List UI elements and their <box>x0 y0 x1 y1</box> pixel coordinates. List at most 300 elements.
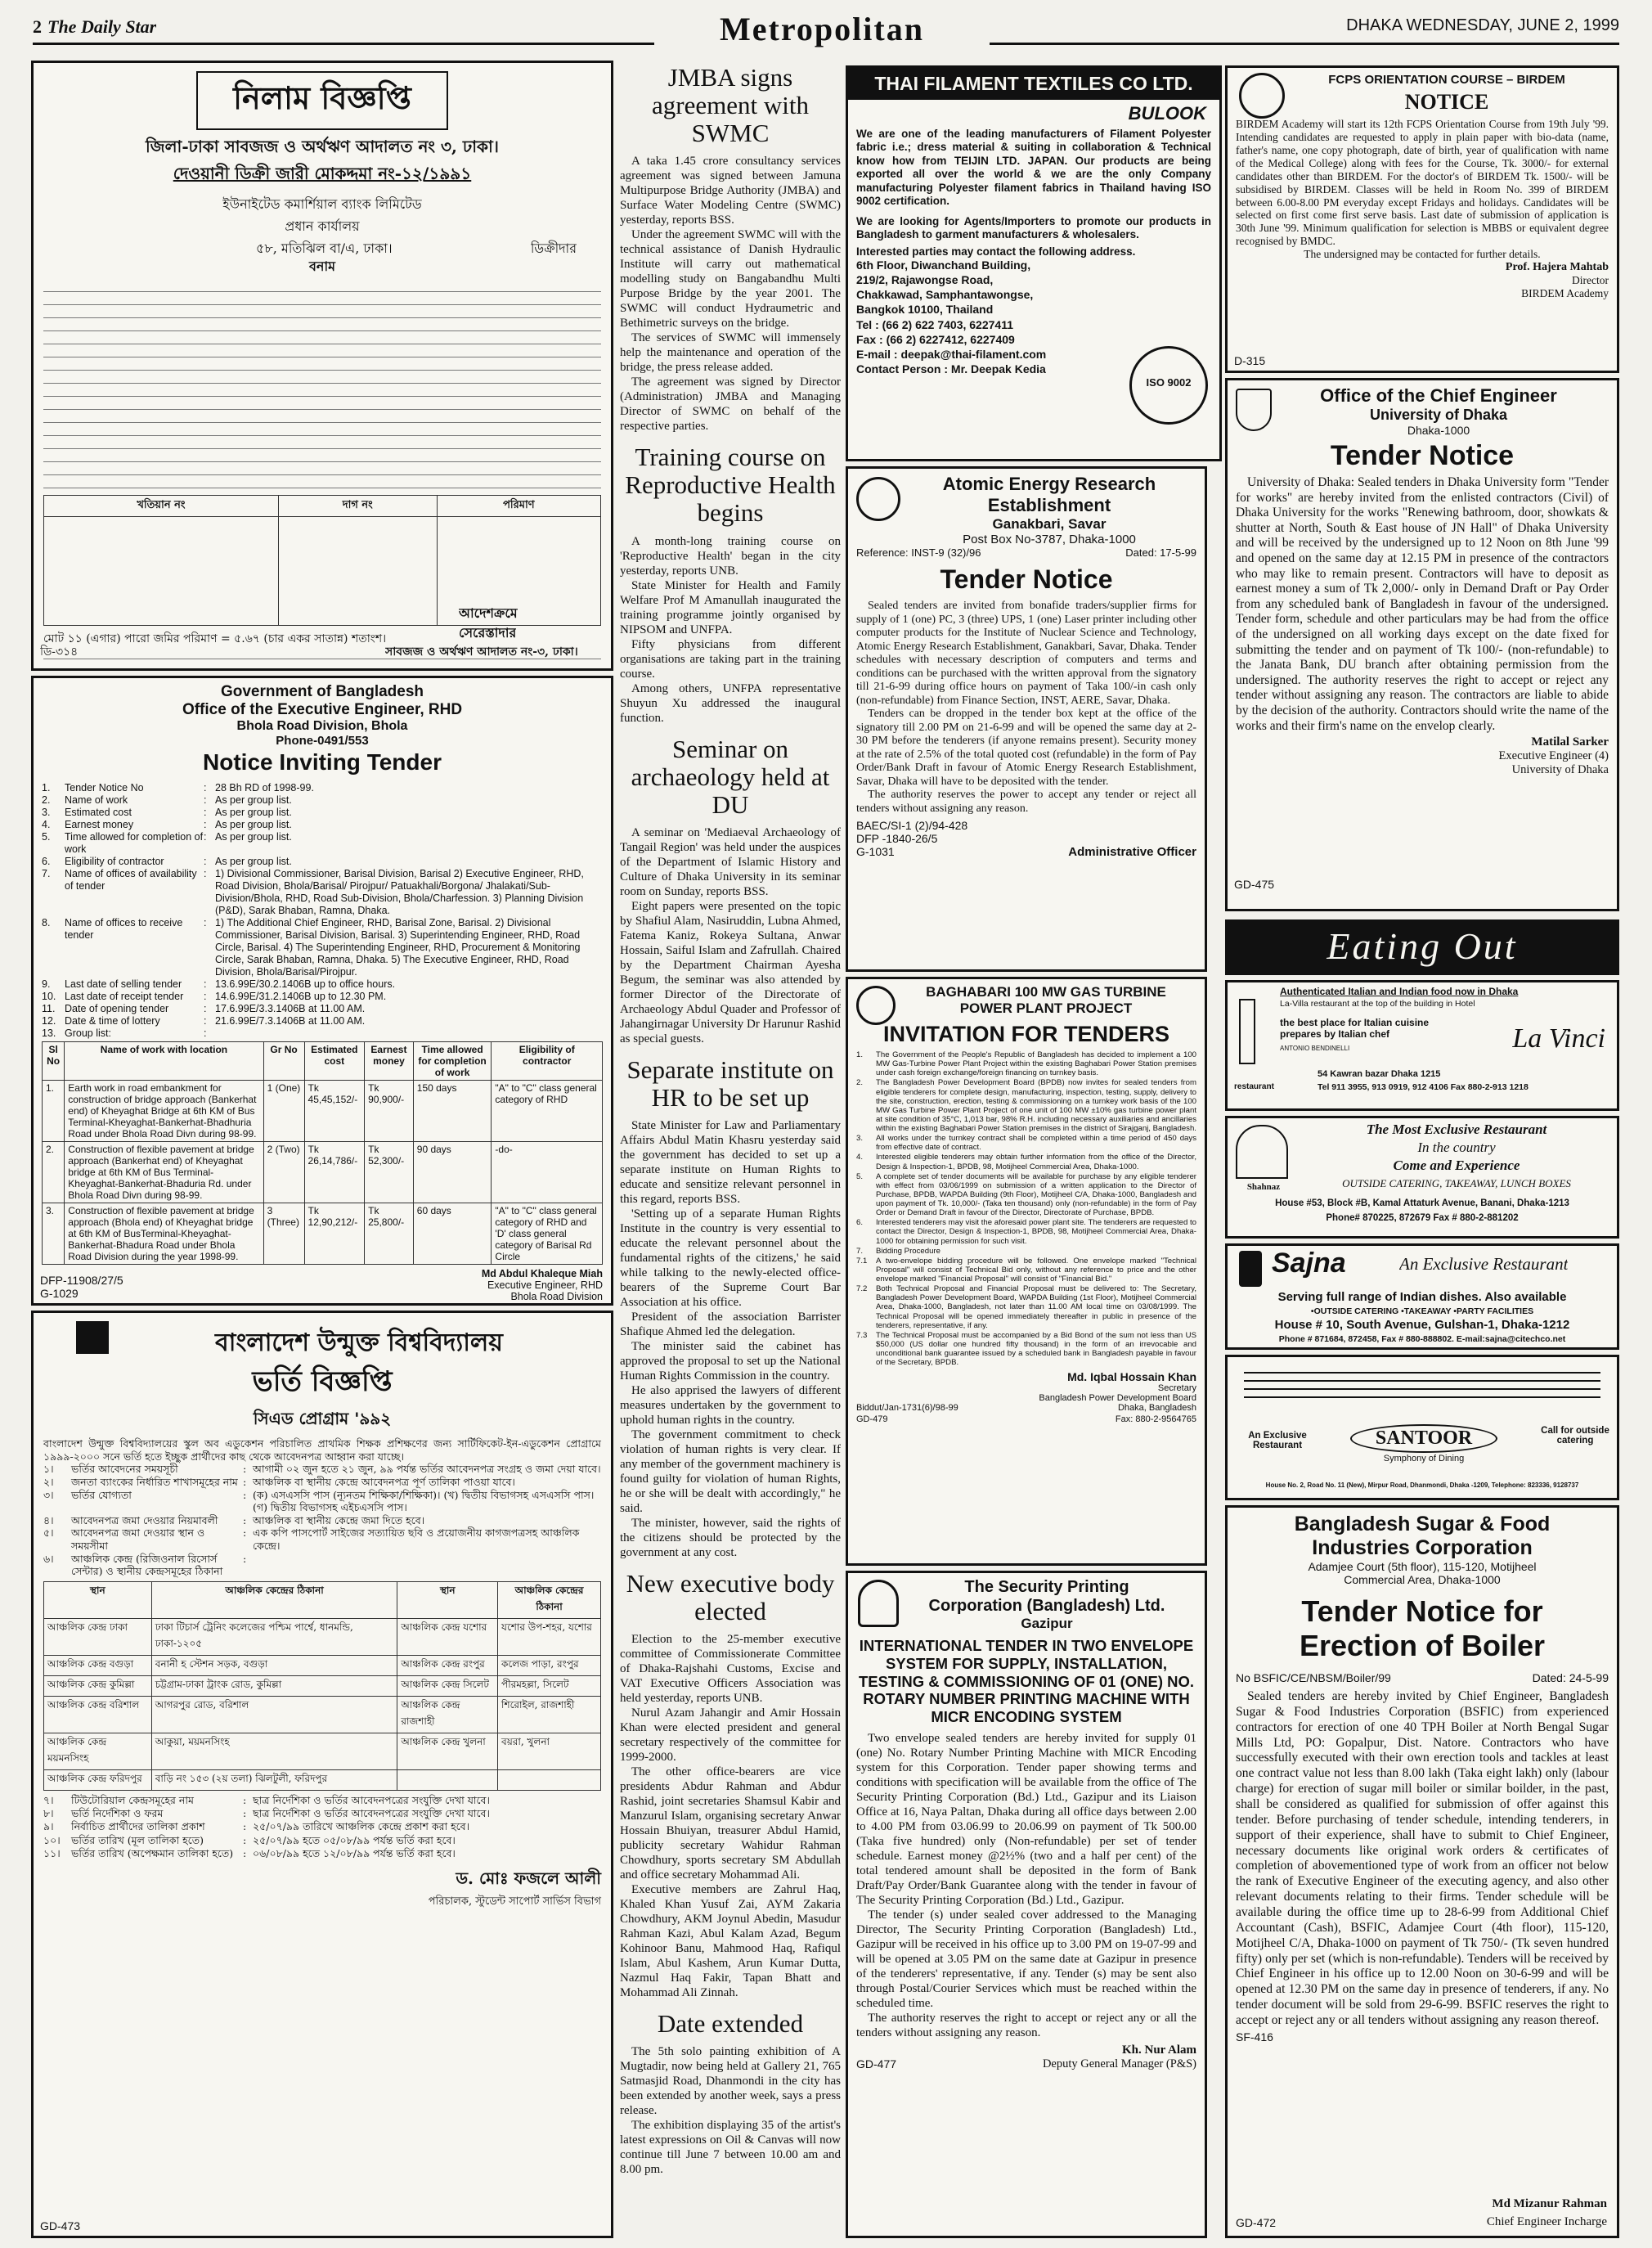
iso-badge-text: ISO 9002 <box>1146 376 1192 389</box>
bou-center-cell: আকুয়া, ময়মনসিংহ <box>151 1733 397 1769</box>
bou-center-cell: আঞ্চলিক কেন্দ্র ফরিদপুর <box>44 1769 152 1790</box>
bou-center-row <box>44 1618 601 1655</box>
rhd-group-header-cell: Estimated cost <box>304 1042 365 1081</box>
thai-address-line: 6th Floor, Diwanchand Building, <box>856 258 1031 272</box>
baghabari-header-1: BAGHABARI 100 MW GAS TURBINE <box>926 984 1166 1000</box>
bou-row-value: আগামী ০২ জুন হতে ২১ জুন, ৯৯ পর্যন্ত ভর্তির আবেদনপত্র সংগ্রহ ও জমা দেয়া যাবে। <box>253 1463 601 1476</box>
rhd-group-header-cell: Sl No <box>43 1042 65 1081</box>
story-paragraph: Under the agreement SWMC will with the technical assistance of Danish Hydraulic Institute will carry out mathematical modelling study on Bangabandhu Multi Purpose Bridge by the year 2001. The SWMC will conduct Hydraumetric and Bethimetric surveys on the bridge. <box>620 228 841 330</box>
bou-center-cell: বয়রা, খুলনা <box>498 1733 601 1769</box>
la-vinci-chef: ANTONIO BENDINELLI <box>1280 1045 1350 1052</box>
thai-body-2: We are looking for Agents/Importers to promote our products in Bangladesh to garment manufacturers & wholesalers. <box>856 214 1211 241</box>
sajna-line-2: •OUTSIDE CATERING •TAKEAWAY •PARTY FACILITIES <box>1310 1306 1534 1316</box>
bou-logo-icon <box>76 1321 109 1354</box>
auction-table <box>43 495 601 626</box>
santoor-right: Call for outside catering <box>1541 1426 1609 1445</box>
masthead-rule-left <box>33 43 654 45</box>
bou-center-cell: আঞ্চলিক কেন্দ্র যশোর <box>397 1618 498 1655</box>
la-vinci-line-3: the best place for Italian cuisine prepares by Italian chef <box>1280 1017 1430 1040</box>
bou-step-number: ১০। <box>43 1833 61 1846</box>
security-signer: Kh. Nur Alam <box>1122 2043 1196 2057</box>
rhd-group-header-cell: Time allowed for completion of work <box>413 1042 492 1081</box>
auction-signer: সেরেস্তাদার <box>459 625 517 641</box>
bou-title: ভর্তি বিজ্ঞপ্তি <box>252 1365 393 1398</box>
aere-signer: Administrative Officer <box>1068 845 1196 860</box>
aere-body-1: Sealed tenders are invited from bonafide traders/supplier firms for supply of 1 (one) PC, 3 (three) UPS, 1 (one) Laser printer including other computer products for the Institute of Nuclear Science and Technology, Atomic Energy Research Establishment, Ganakbari, Savar, Dhaka. Tender schedules with necessary description of computers and terms and conditions can be purchased with the written approval from the signatory till 21-6-99 during office hours on payment of Taka 100/-in cash only (non-refundable) from Finance Section, INST, AERE, Savar, Dhaka. <box>856 600 1196 707</box>
thai-company: THAI FILAMENT TEXTILES CO LTD. <box>848 68 1219 100</box>
aere-header-1: Atomic Energy Research <box>942 474 1156 494</box>
rhd-header-2: Office of the Executive Engineer, RHD <box>182 701 463 718</box>
rhd-item-label: Last date of receipt tender <box>65 991 184 1002</box>
bsfic-ref: No BSFIC/CE/NBSM/Boiler/99 <box>1236 1671 1391 1684</box>
bou-name-row <box>43 1320 601 1357</box>
baghabari-item-number: 7.2 <box>856 1284 868 1294</box>
rhd-item-value: As per group list. <box>215 831 292 843</box>
story-jmba-body <box>620 154 841 434</box>
aere-dated: Dated: 17-5-99 <box>1125 546 1196 559</box>
baghabari-item <box>856 1172 1196 1218</box>
auction-address-row <box>43 238 601 256</box>
rhd-signer: Md Abdul Khaleque Miah <box>481 1268 603 1279</box>
story-paragraph: Nurul Azam Jahangir and Amir Hossain Khan were elected president and general secretary respectively of the committee for 1999-2000. <box>620 1706 841 1765</box>
aere-footer-row <box>856 845 1196 860</box>
bou-center-cell: আঞ্চলিক কেন্দ্র রাজশাহী <box>397 1696 498 1733</box>
story-paragraph: The agreement was signed by Director (Administration) JMBA and Managing Director of SWMC on behalf of the respective parties. <box>620 375 841 434</box>
shahi-phone: Phone# 870225, 872679 Fax # 880-2-881202 <box>1326 1213 1519 1223</box>
baghabari-code-2: GD-479 <box>856 1414 888 1425</box>
bou-center-cell: আঞ্চলিক কেন্দ্র রংপুর <box>397 1655 498 1675</box>
eating-out-banner <box>1225 919 1619 975</box>
thai-filament-ad <box>846 65 1222 461</box>
rhd-group-header-cell: Earnest money <box>365 1042 414 1081</box>
bou-row-label: আবেদনপত্র জমা দেওয়ার নিয়মাবলী <box>71 1513 218 1526</box>
bsfic-header-2: Industries Corporation <box>1312 1536 1533 1559</box>
story-paragraph: The government commitment to check violation of human rights is very clear. If any member of the government machinery is found guilty for violation of human Rights, he or she will be dealt with accordingly," he said. <box>620 1428 841 1516</box>
baghabari-code-1: Biddut/Jan-1731(6)/98-99 <box>856 1403 958 1414</box>
auction-title: নিলাম বিজ্ঞপ্তি <box>233 79 411 116</box>
security-signer-title: Deputy General Manager (P&S) <box>1042 2057 1196 2071</box>
bou-step-number: ৮। <box>43 1807 54 1820</box>
story-paragraph: The services of SWMC will immensely help the maintenance and operation of the bridge, the press release added. <box>620 331 841 375</box>
bou-step <box>43 1834 601 1847</box>
birdem-code: D-315 <box>1234 354 1266 367</box>
bou-center-row <box>44 1655 601 1675</box>
sajna-address: House # 10, South Avenue, Gulshan-1, Dhaka-1212 <box>1274 1318 1570 1332</box>
bou-row <box>43 1514 601 1527</box>
thai-contact-person: Contact Person : Mr. Deepak Kedia <box>856 362 1046 376</box>
story-paragraph: A taka 1.45 crore consultancy services agreement was signed between Jamuna Multipurpose Bridge Authority (JMBA) and Surface Water Modeling Centre (SWMC) yesterday, reports BSS. <box>620 155 841 227</box>
du-tender-ad <box>1225 378 1619 911</box>
rhd-tender-ad <box>31 676 613 1306</box>
rhd-group-cell-time: 90 days <box>413 1142 492 1203</box>
santoor-music-staff-icon <box>1244 1365 1600 1413</box>
baghabari-item-text: A complete set of tender documents will be available for purchase by any eligible tenderer with effect from 03/06/1999 on submission of a written application to the Director of Purchase, BPDB, WAPDA Building (9th Floor), Motijheel C/A, Dhaka-1000, Bangladesh and upon payment of Tk. 10,000/- (Taka ten thousand) only (non-refundable) in the form of Pay Order or Demand Draft in favour of the Director, Directorate of Purchase, BPDB. <box>876 1171 1196 1218</box>
bou-step-value: ২৫/০৭/৯৯ হতে ০৫/০৮/৯৯ পর্যন্ত ভর্তি করা হবে। <box>253 1833 456 1846</box>
du-signer-org: University of Dhaka <box>1511 763 1609 777</box>
rhd-item-value: 28 Bh RD of 1998-99. <box>215 782 314 794</box>
baghabari-item-text: The Bangladesh Power Development Board (BPDB) now invites for sealed tenders from eligible tenderers for complete design, manufacturing, inspection, testing, supply, delivery to the site, construction, erection, testing & commissioning on a turnkey work basis of the 100 MW Gas Turbine Power Plant Project of one unit of 100 MW ±10% gas turbine power plant at site condition of 35°C, 1,013 bar, 98% R.H. including necessary auxiliaries and ancillaries within the existing Baghabari Power Station premises in the district of Sirajganj, Bangladesh. <box>876 1078 1196 1133</box>
bsfic-header-1: Bangladesh Sugar & Food <box>1294 1513 1551 1535</box>
bou-row-colon: : <box>243 1526 247 1540</box>
auction-signature: আদেশক্রমে <box>459 605 518 621</box>
baghabari-item-text: The Technical Proposal must be accompanied by a Bid Bond of the sum not less than US $50,000 (US dollar one hundred fifty thousand) in the form of an irrevocable and unconditional bank guarantee issued by a scheduled bank in Bangladesh payable in favour of the Secretary, BPDB. <box>876 1330 1196 1368</box>
baghabari-item-text: All works under the turnkey contract shall be completed within a time period of 450 days from effective date of contract. <box>876 1134 1196 1153</box>
bou-center-cell: কলেজ পাড়া, রংপুর <box>498 1655 601 1675</box>
bsfic-code-2: GD-472 <box>1236 2216 1277 2229</box>
sajna-restaurant-ad <box>1225 1243 1619 1350</box>
bou-center-cell: আগরপুর রোড, বরিশাল <box>151 1696 397 1733</box>
story-paragraph: He also apprised the lawyers of different measures undertaken by the government to uphold human rights in the country. <box>620 1384 841 1427</box>
bou-step-number: ৯। <box>43 1820 54 1833</box>
rhd-item-colon: : <box>204 1003 207 1014</box>
rhd-group-cell-time: 150 days <box>413 1081 492 1142</box>
baghabari-item <box>856 1247 1196 1256</box>
story-executive-body <box>620 1632 841 2000</box>
baghabari-signer-title: Secretary <box>1157 1383 1196 1394</box>
baghabari-signer: Md. Iqbal Hossain Khan <box>1067 1370 1196 1384</box>
rhd-item-colon: : <box>204 991 207 1002</box>
baghabari-item <box>856 1078 1196 1133</box>
baghabari-item-number: 2. <box>856 1078 864 1088</box>
bou-center-row <box>44 1769 601 1790</box>
shahi-line-3: Come and Experience <box>1393 1158 1520 1173</box>
shahi-line-2: In the country <box>1417 1140 1496 1155</box>
bou-centers-header-cell: আঞ্চলিক কেন্দ্রের ঠিকানা <box>151 1581 397 1618</box>
auction-total: মোট ১১ (এগার) পারো জমির পরিমাণ = ৫.৬৭ (চার একর সাতান্ন) শতাংশ। <box>43 632 387 645</box>
aere-body-2: Tenders can be dropped in the tender box kept at the office of the signatory till 2.00 PM on 21-6-99 and will be opened the same day at 2-30 PM before the tenderers (if anyone remains present). Security money at the rate of 2.5% of the total quoted cost (refundable) in the form of Pay Order/Bank Draft in favour of Atomic Energy Research Establishment, Savar, Dhaka will have to be deposited with the tender. <box>856 708 1196 788</box>
story-date-body <box>620 2044 841 2177</box>
bsfic-title-1: Tender Notice for <box>1301 1594 1543 1628</box>
auction-title-frame <box>196 71 448 130</box>
bou-step-value: ২৫/০৭/৯৯ তারিখে আঞ্চলিক কেন্দ্রে প্রকাশ করা হবে। <box>253 1820 470 1833</box>
bou-admission-ad <box>31 1311 613 2238</box>
security-title: INTERNATIONAL TENDER IN TWO ENVELOPE SYSTEM FOR SUPPLY, INSTALLATION, TESTING & COMMISSIONING OF 01 (ONE) NO. ROTARY NUMBER PRINTING MACHINE WITH MICR ENCODING SYSTEM <box>858 1637 1195 1726</box>
du-title: Tender Notice <box>1330 440 1515 471</box>
baghabari-footer-1 <box>856 1403 1196 1414</box>
rhd-signer-title: Executive Engineer, RHD <box>487 1279 603 1291</box>
baghabari-item-text: Interested tenderers may visit the aforesaid power plant site. The tenderers are requested to contact the Director, Design & Inspection-1, BPDB, 98, Motijheel Commercial Area, Dhaka-1000 for obtaining permission for such visit. <box>876 1218 1196 1246</box>
story-jmba-headline: JMBA signs agreement with SWMC <box>652 63 809 148</box>
baghabari-header-2: POWER PLANT PROJECT <box>959 1000 1133 1016</box>
bou-row-label: আঞ্চলিক কেন্দ্র (রিজিওনাল রিসোর্স সেন্টার) ও স্থানীয় কেন্দ্রসমূহের ঠিকানা <box>71 1552 223 1578</box>
birdem-signer-org: BIRDEM Academy <box>1521 287 1609 300</box>
baghabari-item-number: 7.1 <box>856 1256 868 1266</box>
baghabari-item-number: 5. <box>856 1171 864 1181</box>
story-paragraph: The minister said the cabinet has approved the proposal to set up the National Human Rights Commission in the country. <box>620 1340 841 1383</box>
rhd-group-row <box>43 1203 603 1265</box>
bou-row-colon: : <box>243 1475 247 1488</box>
baghabari-item-text: Bidding Procedure <box>876 1246 940 1256</box>
bou-code: GD-473 <box>40 2219 81 2232</box>
masthead <box>33 10 1619 57</box>
bou-row-number: ২। <box>43 1475 54 1488</box>
baghabari-title: INVITATION FOR TENDERS <box>883 1022 1169 1046</box>
shahi-logo-icon <box>1236 1125 1288 1179</box>
aere-tender-ad <box>846 466 1207 972</box>
bsfic-title-2: Erection of Boiler <box>1299 1629 1546 1662</box>
bou-step-colon: : <box>243 1793 247 1806</box>
rhd-item-row <box>42 1015 603 1027</box>
rhd-group-header-cell: Name of work with location <box>65 1042 263 1081</box>
birdem-header: FCPS ORIENTATION COURSE – BIRDEM <box>1328 73 1565 87</box>
rhd-item-label: Name of work <box>65 794 128 806</box>
rhd-item-row <box>42 868 603 917</box>
bou-step-number: ১১। <box>43 1846 61 1859</box>
thai-tel: Tel : (66 2) 622 7403, 6227411 <box>856 317 1013 331</box>
rhd-item-colon: : <box>204 782 207 794</box>
bsfic-header-4: Commercial Area, Dhaka-1000 <box>1344 1573 1501 1586</box>
bou-step-label: ভর্তির তারিখ (অপেক্ষমান তালিকা হতে) <box>71 1846 234 1859</box>
baghabari-item <box>856 1218 1196 1245</box>
bou-center-cell <box>397 1769 498 1790</box>
du-header-1: Office of the Chief Engineer <box>1320 385 1557 406</box>
rhd-group-row <box>43 1081 603 1142</box>
story-executive <box>620 1570 841 2000</box>
du-header-3: Dhaka-1000 <box>1407 424 1470 437</box>
rhd-phone: Phone-0491/553 <box>276 734 369 748</box>
bou-row <box>43 1489 601 1514</box>
thai-brand: BULOOK <box>1128 103 1206 124</box>
thai-fax: Fax : (66 2) 6227412, 6227409 <box>856 332 1015 346</box>
bou-center-cell: বাড়ি নং ১৫৩ (২য় তলা) ঝিলটুলী, ফরিদপুর <box>151 1769 397 1790</box>
rhd-item-number: 3. <box>42 807 51 818</box>
rhd-item-number: 5. <box>42 831 51 843</box>
rhd-group-cell-work: Construction of flexible pavement at bridge approach (Bankerhat end) of Kheyaghat bridge at 6th KM of Bus Terminal-Kheyaghat-Bankerhat-Bhaduria Rd. under Bhola Road Divn during 98-99. <box>65 1142 263 1203</box>
bou-row-number: ১। <box>43 1463 54 1476</box>
bsfic-code-1: SF-416 <box>1236 2030 1273 2043</box>
bou-row-colon: : <box>243 1513 247 1526</box>
rhd-item-row <box>42 819 603 831</box>
la-vinci-ad <box>1225 980 1619 1111</box>
birdem-title: NOTICE <box>1404 90 1489 114</box>
bou-centers-header-cell: স্থান <box>44 1581 152 1618</box>
birdem-signer: Prof. Hajera Mahtab <box>1505 261 1609 274</box>
story-date-headline: Date extended <box>657 2009 804 2039</box>
du-code: GD-475 <box>1234 878 1275 891</box>
story-seminar-body <box>620 825 841 1046</box>
rhd-group-header-row <box>43 1042 603 1081</box>
bpdb-logo-icon <box>856 986 896 1025</box>
aere-header-4: Post Box No-3787, Dhaka-1000 <box>963 533 1136 546</box>
bou-step-label: টিউটোরিয়াল কেন্দ্রসমূহের নাম <box>71 1793 194 1806</box>
rhd-item-label: Eligibility of contractor <box>65 856 164 867</box>
rhd-item-number: 7. <box>42 868 51 879</box>
aere-ref-row <box>856 546 1196 563</box>
thai-contact-intro: Interested parties may contact the following address. <box>856 245 1136 258</box>
baghabari-fax: Fax: 880-2-9564765 <box>1115 1414 1196 1425</box>
rhd-code-2: G-1029 <box>40 1287 79 1300</box>
bsfic-body: Sealed tenders are hereby invited by Chief Engineer, Bangladesh Sugar & Food Industries Corporation (BSFIC) from experienced contractors for erection of one 40 TPH Boiler at North Bengal Sugar Mills Ltd, PO: Gopalpur, Dist. Natore. Contractors who have successfully executed with their own erection tools and tackles at least one contract value not less than 8.00 lakh (Taka eight lakh) only (labour charge) for erection of sugar mill boiler or similar boilder, in the past, shall be considered as qualified for submission of offer against this tender. Before purchasing of tender schedule, intending tenderers, in support of their experience, shall have to submit to Chief Engineer, necessary documents like original work orders & certificates of completion of abovementioned type of work from an officer not below the rank of Executive Engineer of the executing agency, and also other relevant documents relating to their firms. Tender schedule will be available during the office time up to 28-6-99 from Additional Chief Accountant (Cash), BSFIC, Adamjee Court (4th floor), 115-120, Motijheel C/A, Dhaka-1000 on payment of Tk 750/- (Tk seven hundred fifty) only per set (which is non-refundable). Tenders will be received by Chief Engineer in his office up to 12.00 Noon on 30-6-99 and will be opened at 12.30 PM on the same day in presence of tenderers, if any. No tender document will be sold from 29-6-99. BSFIC reserves the right to accept or reject any or all tenders without assigning any reason thereof. <box>1236 1689 1609 2028</box>
la-vinci-tag: restaurant <box>1234 1082 1274 1091</box>
baghabari-signer-org: Bangladesh Power Development Board <box>1039 1393 1196 1404</box>
bsfic-dated: Dated: 24-5-99 <box>1532 1671 1609 1684</box>
bou-center-cell: আঞ্চলিক কেন্দ্র বরিশাল <box>44 1696 152 1733</box>
rhd-item-colon: : <box>204 794 207 806</box>
rhd-item-row <box>42 794 603 807</box>
bou-step-colon: : <box>243 1846 247 1859</box>
bou-center-cell: আঞ্চলিক কেন্দ্র খুলনা <box>397 1733 498 1769</box>
du-logo-icon <box>1236 389 1272 431</box>
rhd-item-row <box>42 1003 603 1015</box>
rhd-item-value: 21.6.99E/7.3.1406B at 11.00 AM. <box>215 1015 366 1027</box>
rhd-item-colon: : <box>204 819 207 830</box>
rhd-item-colon: : <box>204 807 207 818</box>
rhd-signer-dept: Bhola Road Division <box>510 1291 603 1302</box>
aere-header-3: Ganakbari, Savar <box>992 516 1107 532</box>
rhd-group-header-cell: Gr No <box>263 1042 304 1081</box>
bou-center-cell: আঞ্চলিক কেন্দ্র ময়মনসিংহ <box>44 1733 152 1769</box>
rhd-group-cell-sl: 2. <box>43 1142 65 1203</box>
bou-center-row <box>44 1696 601 1733</box>
rhd-item-label: Tender Notice No <box>65 782 144 794</box>
baghabari-item-number: 1. <box>856 1050 864 1059</box>
rhd-group-cell-cost: Tk 26,14,786/- <box>304 1142 365 1203</box>
bou-step-label: ভর্তির তারিখ (মূল তালিকা হতে) <box>71 1833 204 1846</box>
la-vinci-line-1: Authenticated Italian and Indian food now in Dhaka <box>1280 986 1519 997</box>
bou-center-cell: যশোর উপ-শহর, যশোর <box>498 1618 601 1655</box>
rhd-item-value: 1) Divisional Commissioner, Barisal Division, Barisal 2) Executive Engineer, RHD, Road Division, Bhola/Barisal/ Pirojpur/ Patuakhali/Borgona/ Jhalakati/Sub-Division/Bhola, RHD, Road Sub-Division, Bhola/Charfession. 3) Planning Division (P&D), Sarak Bhaban, Ramna, Dhaka. <box>215 868 584 916</box>
aere-header-2: Establishment <box>987 495 1111 515</box>
baghabari-item <box>856 1331 1196 1368</box>
rhd-group-cell-work: Earth work in road embankment for construction of bridge approach (Bankerhat end) of Kheyaghat Bridge at 6th KM of Bus Terminal-Kheyaghat-Bankerhat-Bhadhuria Road under Bhola Road Divn during 98-99. <box>65 1081 263 1142</box>
rhd-group-cell-gr: 1 (One) <box>263 1081 304 1142</box>
rhd-item-label: Last date of selling tender <box>65 978 182 990</box>
rhd-item-label: Name of offices of availability of tender <box>65 868 197 892</box>
bou-step-number: ৭। <box>43 1793 54 1806</box>
auction-plaintiff: ইউনাইটেড কমার্শিয়াল ব্যাংক লিমিটেড <box>222 196 422 212</box>
rhd-item-label: Group list: <box>65 1027 111 1039</box>
thai-address-line: Bangkok 10100, Thailand <box>856 303 994 317</box>
rhd-item-number: 8. <box>42 917 51 928</box>
bou-row <box>43 1463 601 1476</box>
bou-row-colon: : <box>243 1463 247 1476</box>
bou-centers-table <box>43 1581 601 1791</box>
rhd-items <box>42 782 603 1040</box>
auction-code: ডি-৩১৪ <box>40 645 79 658</box>
rhd-item-row <box>42 831 603 856</box>
story-paragraph: State Minister for Law and Parliamentary Affairs Abdul Matin Khasru yesterday said the government has decided to set up a separate institute on Human Rights to educate and sensitize relevant personnel in this regard, reports BSS. <box>620 1119 841 1207</box>
baghabari-item-number: 6. <box>856 1218 864 1228</box>
bou-step-colon: : <box>243 1807 247 1820</box>
bou-step-value: ০৬/০৮/৯৯ হতে ১২/০৮/৯৯ পর্যন্ত ভর্তি করা হবে। <box>253 1846 456 1859</box>
bou-row-value: আঞ্চলিক বা স্থানীয় কেন্দ্রে আবেদনপত্র পূর্ণ তালিকা পাওয়া যাবে। <box>253 1475 515 1488</box>
baghabari-item-text: The Government of the People's Republic of Bangladesh has decided to implement a 100 MW Gas-Turbine Power Plant Project within the existing Baghabari Power Station premises under cash foreign exchange/foreign financing on turnkey basis. <box>876 1050 1196 1078</box>
story-hr-headline: Separate institute on HR to be set up <box>626 1054 834 1112</box>
rhd-item-label: Date of opening tender <box>65 1003 169 1014</box>
du-header-2: University of Dhaka <box>1369 407 1508 423</box>
bsfic-signer: Md Mizanur Rahman <box>1492 2197 1607 2210</box>
shahi-line-4: OUTSIDE CATERING, TAKEAWAY, LUNCH BOXES <box>1342 1177 1571 1189</box>
rhd-item-number: 2. <box>42 794 51 806</box>
bou-center-cell: আঞ্চলিক কেন্দ্র সিলেট <box>397 1675 498 1696</box>
baghabari-city: Dhaka, Bangladesh <box>1117 1403 1196 1414</box>
story-training <box>620 443 841 725</box>
rhd-group-cell-elig: "A" to "C" class general category of RHD <box>492 1081 603 1142</box>
bou-center-cell: চট্টগ্রাম-ঢাকা ট্রাংক রোড, কুমিল্লা <box>151 1675 397 1696</box>
rhd-group-cell-sl: 3. <box>43 1203 65 1265</box>
rhd-item-row <box>42 1027 603 1040</box>
baghabari-item-text: Both Technical Proposal and Financial Proposal must be delivered to: The Secretary, Bangladesh Power Development Board, WAPDA Building (1st Floor), Motijheel Commercial Area, Dhaka-1000, Bangladesh, not later than 11.00 AM local time on 03/08/1999. The Technical Proposal will be opened immediately thereafter in public in presence of the tenderers, representative, if any. <box>876 1284 1196 1330</box>
stories-column <box>620 59 841 2238</box>
bou-center-cell: বনানী হ স্টেশন সড়ক, বগুড়া <box>151 1655 397 1675</box>
story-paragraph: The minister, however, said the rights of the citizens should be protected by the government at any cost. <box>620 1517 841 1560</box>
baghabari-items <box>856 1050 1196 1367</box>
rhd-item-row <box>42 856 603 868</box>
story-training-headline: Training course on Reproductive Health begins <box>625 443 836 528</box>
rhd-group-cell-cost: Tk 12,90,212/- <box>304 1203 365 1265</box>
birdem-undersigned: The undersigned may be contacted for further details. <box>1304 248 1541 261</box>
shahi-logo-text: Shahnaz <box>1246 1182 1281 1192</box>
shahi-line-1: The Most Exclusive Restaurant <box>1366 1122 1547 1137</box>
la-vinci-address: 54 Kawran bazar Dhaka 1215 <box>1318 1069 1441 1079</box>
auction-th-khatian: খতিয়ান নং <box>44 496 279 517</box>
story-executive-headline: New executive body elected <box>626 1569 835 1626</box>
aere-code-1: BAEC/SI-1 (2)/94-428 <box>856 819 968 833</box>
rhd-group-cell-sl: 1. <box>43 1081 65 1142</box>
du-signer: Matilal Sarker <box>1531 735 1609 749</box>
du-signer-title: Executive Engineer (4) <box>1498 749 1609 763</box>
bou-rows <box>43 1463 601 1578</box>
sajna-line-1: Serving full range of Indian dishes. Also available <box>1277 1290 1567 1304</box>
rhd-item-colon: : <box>204 831 207 843</box>
section-title: Metropolitan <box>720 11 924 47</box>
rhd-title: Notice Inviting Tender <box>203 749 442 775</box>
bou-row-label: আবেদনপত্র জমা দেওয়ার স্থান ও সময়সীমা <box>71 1526 205 1552</box>
sajna-name: Sajna <box>1272 1248 1346 1279</box>
bou-step-value: ছাত্র নির্দেশিকা ও ভর্তির আবেদনপত্রের সংযুক্তি দেখা যাবে। <box>253 1807 490 1820</box>
story-paragraph: A month-long training course on 'Reproductive Health' began in the city yesterday, reports UNB. <box>620 534 841 578</box>
security-printing-ad <box>846 1571 1207 2238</box>
baghabari-item-number: 3. <box>856 1134 864 1144</box>
birdem-logo-icon <box>1239 73 1285 119</box>
shahi-restaurant-ad <box>1225 1116 1619 1239</box>
santoor-left: An Exclusive Restaurant <box>1248 1431 1307 1450</box>
thai-email: E-mail : deepak@thai-filament.com <box>856 347 1047 361</box>
bou-step <box>43 1794 601 1807</box>
aere-body-3: The authority reserves the power to accept any tender or reject all tenders without assigning any reason. <box>856 789 1196 815</box>
baghabari-item <box>856 1134 1196 1152</box>
la-vinci-tower-icon <box>1239 999 1255 1064</box>
baghabari-item-text: A two-envelope bidding procedure will be followed. One envelope marked "Technical Proposal" will consist of Technical Bid only, without any reference to price and the other envelope marked "Financial Proposal" will consist of "Financial Bid." <box>876 1256 1196 1284</box>
dateline: DHAKA WEDNESDAY, JUNE 2, 1999 <box>1346 16 1619 34</box>
story-date <box>620 2010 841 2177</box>
bou-row-number: ৪। <box>43 1513 54 1526</box>
security-header-2: Corporation (Bangladesh) Ltd. <box>928 1597 1165 1615</box>
sajna-phone: Phone # 871684, 872458, Fax # 880-888802. E-mail:sajna@citechco.net <box>1278 1334 1566 1344</box>
auction-court-sign: সাবজজ ও অর্থঋণ আদালত নং-৩, ঢাকা। <box>385 645 578 659</box>
santoor-restaurant-ad <box>1225 1355 1619 1500</box>
rhd-group-cell-time: 60 days <box>413 1203 492 1265</box>
rhd-item-label: Time allowed for completion of work <box>65 831 204 855</box>
story-paragraph: The 5th solo painting exhibition of A Mugtadir, now being held at Gallery 21, 765 Satmasjid Road, Dhanmondi in the city has been extended by another week, says a press release. <box>620 2045 841 2118</box>
bou-row-number: ৬। <box>43 1552 54 1565</box>
aere-code-2: DFP -1840-26/5 <box>856 832 938 846</box>
iso-badge-icon <box>1129 346 1208 425</box>
bou-row-value: এক কপি পাসপোর্ট সাইজের সত্যায়িত ছবি ও প্রয়োজনীয় কাগজপত্রসহ আঞ্চলিক কেন্দ্রে। <box>253 1526 580 1552</box>
bsfic-signer-title: Chief Engineer Incharge <box>1486 2215 1607 2228</box>
bou-step-colon: : <box>243 1820 247 1833</box>
story-paragraph: The exhibition displaying 35 of the artist's latest expressions on Oil & Canvas will now continue till June 7 between 10.00 am and 8.00 pm. <box>620 2119 841 2177</box>
birdem-notice-ad <box>1225 65 1619 373</box>
thai-address-line: Chakkawad, Samphantawongse, <box>856 288 1034 302</box>
bou-row-label: জনতা ব্যাংকের নির্ধারিত শাখাসমূহের নাম <box>71 1475 238 1488</box>
security-logo-icon <box>858 1580 899 1627</box>
rhd-item-row <box>42 978 603 991</box>
la-vinci-name: La Vinci <box>1512 1023 1605 1054</box>
paper-name: The Daily Star <box>47 16 157 37</box>
rhd-item-colon: : <box>204 1015 207 1027</box>
bou-centers-header-row <box>44 1581 601 1618</box>
